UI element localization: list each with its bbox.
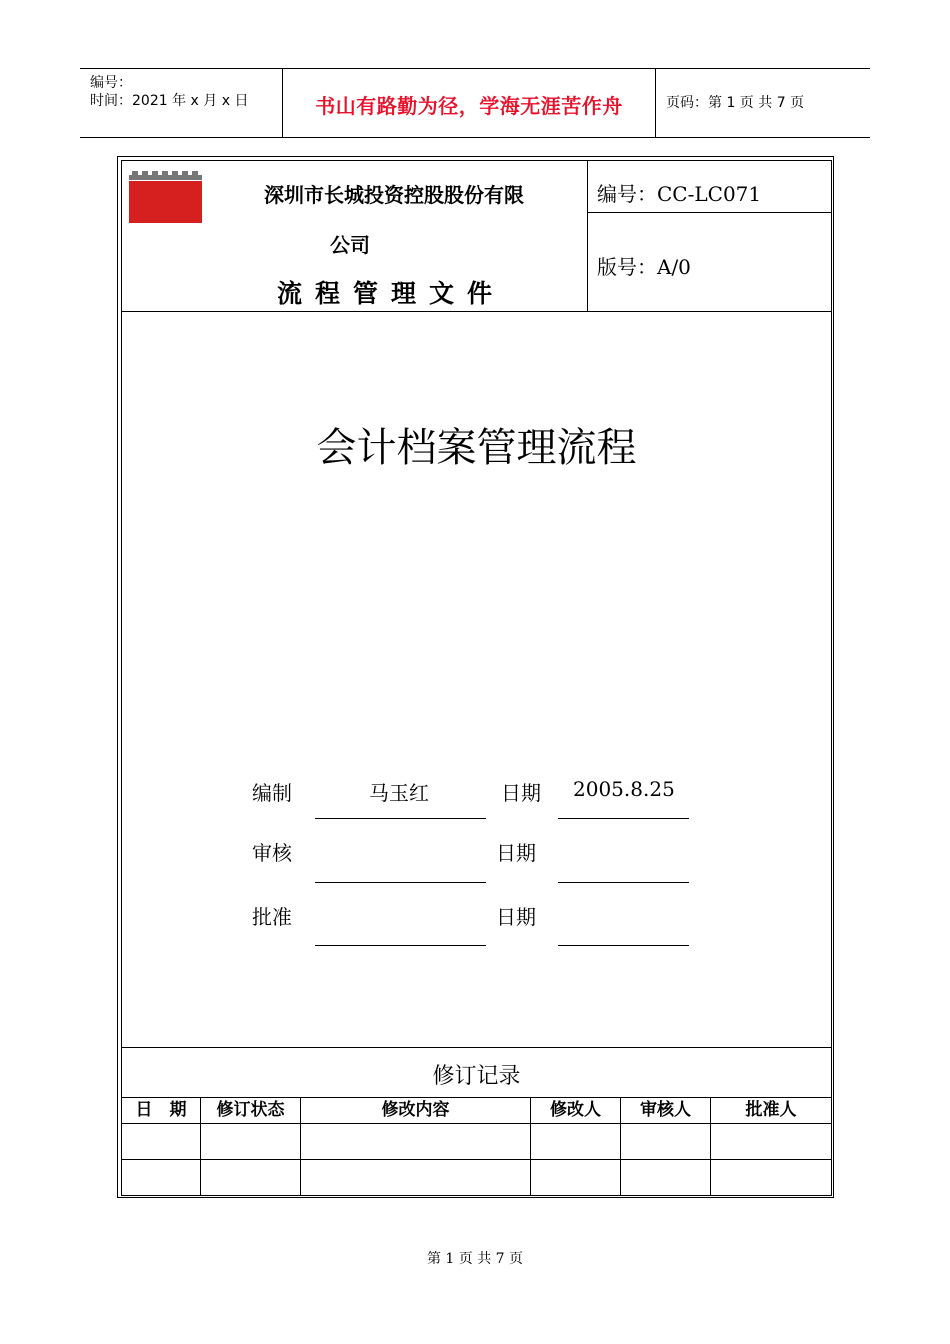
document-version: 版号：A/0 xyxy=(597,255,691,279)
review-date-label: 日期 xyxy=(496,841,536,865)
header-page-cell xyxy=(656,69,870,137)
revision-col-content: 修改内容 xyxy=(381,1100,450,1120)
revision-top-rule xyxy=(122,1047,831,1048)
compile-name-line xyxy=(315,818,486,819)
revision-col-approver: 批准人 xyxy=(745,1100,797,1120)
review-name-line xyxy=(315,882,486,883)
revision-row-rule xyxy=(122,1159,831,1160)
document-type: 流程管理文件 xyxy=(277,279,506,308)
document-frame xyxy=(117,156,834,1198)
running-header xyxy=(80,68,870,138)
approve-date-line xyxy=(558,945,689,946)
page-footer: 第 1 页 共 7 页 xyxy=(426,1251,524,1267)
header-motto-cell xyxy=(283,69,656,137)
review-date-line xyxy=(558,882,689,883)
review-label: 审核 xyxy=(252,841,292,865)
document-inner-frame xyxy=(121,160,832,1196)
compile-date-label: 日期 xyxy=(501,781,541,805)
header-page-label: 页码：第 1 页 共 7 页 xyxy=(666,95,805,111)
revision-col-status: 修订状态 xyxy=(216,1100,285,1120)
compile-date: 2005.8.25 xyxy=(573,777,675,801)
revision-col-date: 日 期 xyxy=(135,1100,187,1120)
code-divider xyxy=(588,212,831,213)
approve-date-label: 日期 xyxy=(496,905,536,929)
company-name-line2: 公司 xyxy=(330,233,370,257)
approve-label: 批准 xyxy=(252,905,292,929)
title-block-divider xyxy=(587,161,588,311)
revision-header-bottom-rule xyxy=(122,1123,831,1124)
revision-title: 修订记录 xyxy=(432,1064,521,1089)
revision-col-modifier: 修改人 xyxy=(550,1100,601,1120)
revision-col-reviewer: 审核人 xyxy=(640,1100,691,1120)
header-motto: 书山有路勤为径，学海无涯苦作舟 xyxy=(315,94,623,118)
great-wall-logo-icon xyxy=(129,171,202,223)
approve-name-line xyxy=(315,945,486,946)
company-name-line1: 深圳市长城投资控股股份有限 xyxy=(264,183,524,207)
title-block-bottom-rule xyxy=(122,311,831,312)
page-title: 会计档案管理流程 xyxy=(316,425,637,471)
header-time-label: 时间：2021 年 x 月 x 日 xyxy=(90,93,249,109)
compile-label: 编制 xyxy=(252,781,292,805)
compile-name: 马玉红 xyxy=(369,781,429,805)
header-meta-cell xyxy=(80,69,283,137)
compile-date-line xyxy=(558,818,689,819)
document-code: 编号：CC-LC071 xyxy=(597,182,762,206)
header-number-label: 编号： xyxy=(90,75,132,91)
